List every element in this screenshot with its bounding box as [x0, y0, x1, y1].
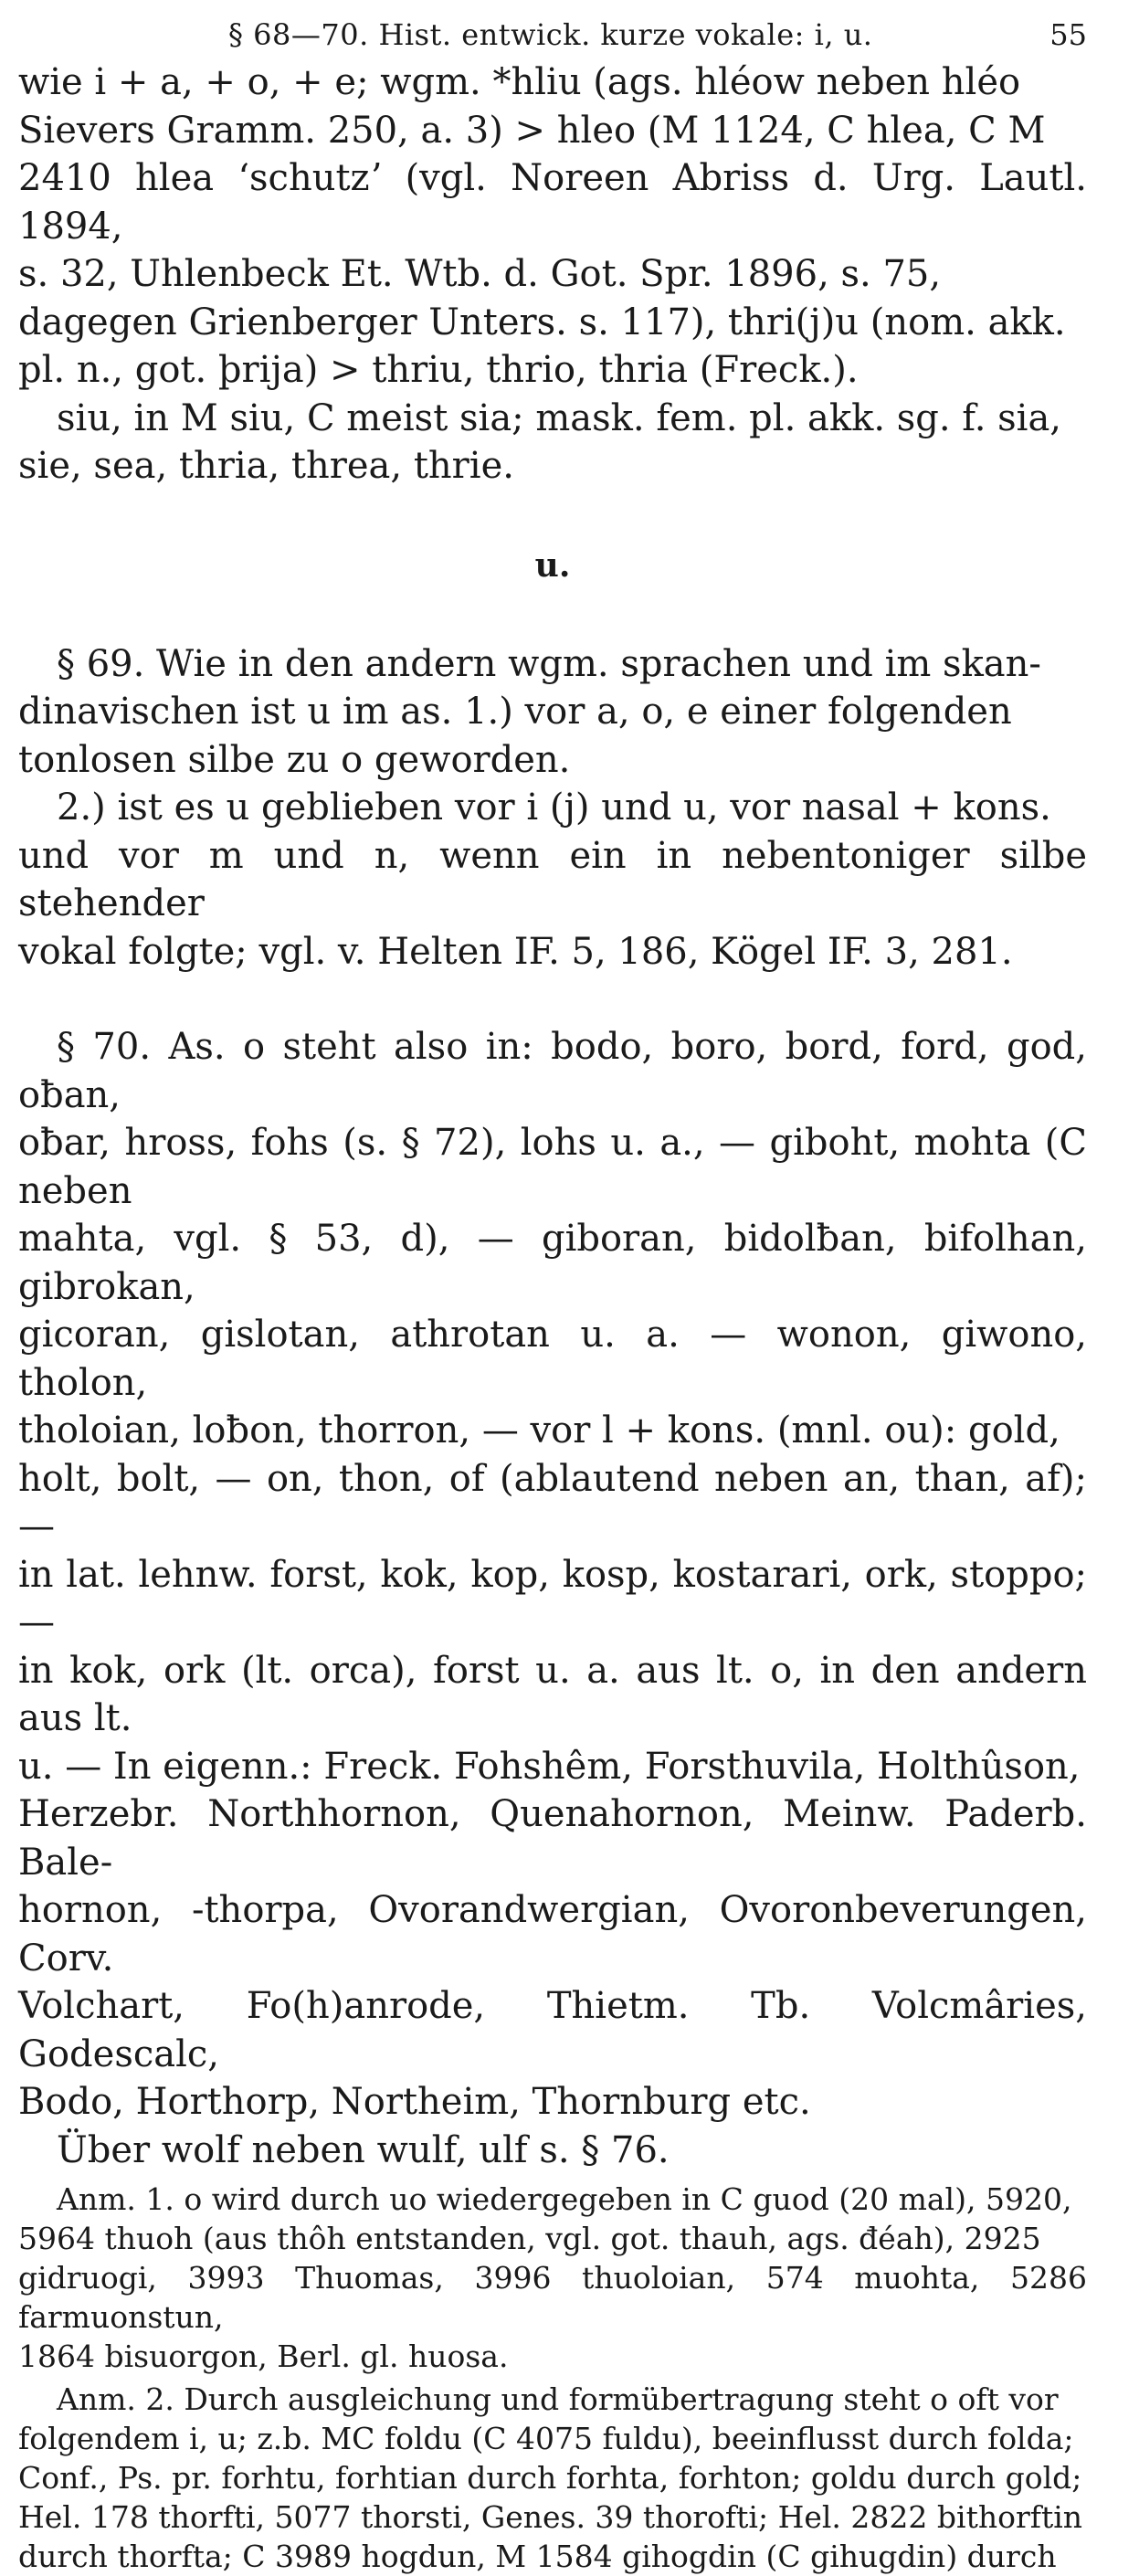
annotation-1 — [18, 2180, 1087, 2376]
text-line: dagegen Grienberger Unters. s. 117), thri(j)u (nom. akk. — [18, 301, 1066, 343]
paragraph-gap — [18, 976, 1087, 1023]
text-line: § 69. Wie in den andern wgm. sprachen und im skan- — [57, 642, 1041, 685]
text-line: Sievers Gramm. 250, a. 3) > hleo (M 1124, C hlea, C M — [18, 109, 1046, 152]
document-page — [18, 11, 1087, 2576]
text-line: Über wolf neben wulf, ulf s. § 76. — [57, 2128, 670, 2171]
text-line: s. 32, Uhlenbeck Et. Wtb. d. Got. Spr. 1896, s. 75, — [18, 253, 942, 295]
page-number: 55 — [1049, 17, 1087, 52]
text-line: oƀar, hross, fohs (s. § 72), lohs u. a., — giboht, mohta (C neben — [18, 1122, 1087, 1212]
text-line: § 70. As. o steht also in: bodo, boro, bord, ford, god, oƀan, — [18, 1026, 1087, 1116]
text-line: und vor m und n, wenn ein in nebentoniger silbe stehender — [18, 834, 1087, 924]
paragraph-continuation — [18, 58, 1087, 491]
note-line: Hel. 178 thorfti, 5077 thorsti, Genes. 39 thorofti; Hel. 2822 bithorftin — [18, 2499, 1083, 2535]
text-line: Bodo, Horthorp, Northeim, Thornburg etc. — [18, 2081, 811, 2123]
note-line: Conf., Ps. pr. forhtu, forhtian durch forhta, forhton; goldu durch gold; — [18, 2460, 1082, 2496]
text-line: siu, in M siu, C meist sia; mask. fem. pl. akk. sg. f. sia, — [57, 396, 1061, 439]
running-head-title: § 68—70. Hist. entwick. kurze vokale: i, u. — [228, 17, 873, 52]
note-line: durch thorfta; C 3989 hogdun, M 1584 gihogdin (C gihugdin) durch — [18, 2539, 1057, 2574]
text-line: tonlosen silbe zu o geworden. — [18, 738, 571, 781]
annotation-2 — [18, 2380, 1087, 2576]
text-line: in lat. lehnw. forst, kok, kop, kosp, kostarari, ork, stoppo; — — [18, 1553, 1087, 1643]
text-line: 2410 hlea ʻschutzʼ (vgl. Noreen Abriss d. Urg. Lautl. 1894, — [18, 157, 1087, 248]
paragraph-70 — [18, 1023, 1087, 2174]
text-line: wie i + a, + o, + e; wgm. *hliu (ags. hléow neben hléo — [18, 61, 1021, 103]
text-line: Herzebr. Northhornon, Quenahornon, Meinw. Paderb. Bale- — [18, 1793, 1087, 1884]
text-line: sie, sea, thria, threa, thrie. — [18, 445, 514, 487]
text-line: Volchart, Fo(h)anrode, Thietm. Tb. Volcmâries, Godescalc, — [18, 1985, 1087, 2075]
note-line: 5964 thuoh (aus thôh entstanden, vgl. got. thauh, ags. đéah), 2925 — [18, 2221, 1041, 2256]
text-line: gicoran, gislotan, athrotan u. a. — wonon, giwono, tholon, — [18, 1314, 1087, 1404]
text-line: tholoian, loƀon, thorron, — vor l + kons. (mnl. ou): gold, — [18, 1409, 1060, 1452]
section-heading: u. — [534, 545, 571, 585]
text-line: pl. n., got. þrija) > thriu, thrio, thria (Freck.). — [18, 349, 859, 391]
note-line: Anm. 1. o wird durch uo wiedergegeben in C guod (20 mal), 5920, — [57, 2181, 1072, 2217]
paragraph-69 — [18, 640, 1087, 977]
text-line: dinavischen ist u im as. 1.) vor a, o, e einer folgenden — [18, 691, 1012, 733]
text-line: u. — In eigenn.: Freck. Fohshêm, Forsthuvila, Holthûson, — [18, 1745, 1081, 1788]
text-line: hornon, -thorpa, Ovorandwergian, Ovoronbeverungen, Corv. — [18, 1889, 1087, 1980]
text-line: mahta, vgl. § 53, d), — giboran, bidolƀan, bifolhan, gibrokan, — [18, 1218, 1087, 1308]
note-line: 1864 bisuorgon, Berl. gl. huosa. — [18, 2338, 509, 2374]
text-line: vokal folgte; vgl. v. Helten IF. 5, 186, Kögel IF. 3, 281. — [18, 930, 1013, 973]
note-line: gidruogi, 3993 Thuomas, 3996 thuoloian, 574 muohta, 5286 farmuonstun, — [18, 2260, 1087, 2335]
note-line: Anm. 2. Durch ausgleichung und formübertragung steht o oft vor — [57, 2381, 1059, 2417]
note-line: folgendem i, u; z.b. MC foldu (C 4075 fuldu), beeinflusst durch folda; — [18, 2421, 1074, 2456]
text-line: holt, bolt, — on, thon, of (ablautend neben an, than, af); — — [18, 1457, 1087, 1547]
text-line: in kok, ork (lt. orca), forst u. a. aus lt. o, in den andern aus lt. — [18, 1649, 1087, 1739]
text-line: 2.) ist es u geblieben vor i (j) und u, vor nasal + kons. — [57, 787, 1051, 829]
running-head — [18, 11, 1087, 58]
